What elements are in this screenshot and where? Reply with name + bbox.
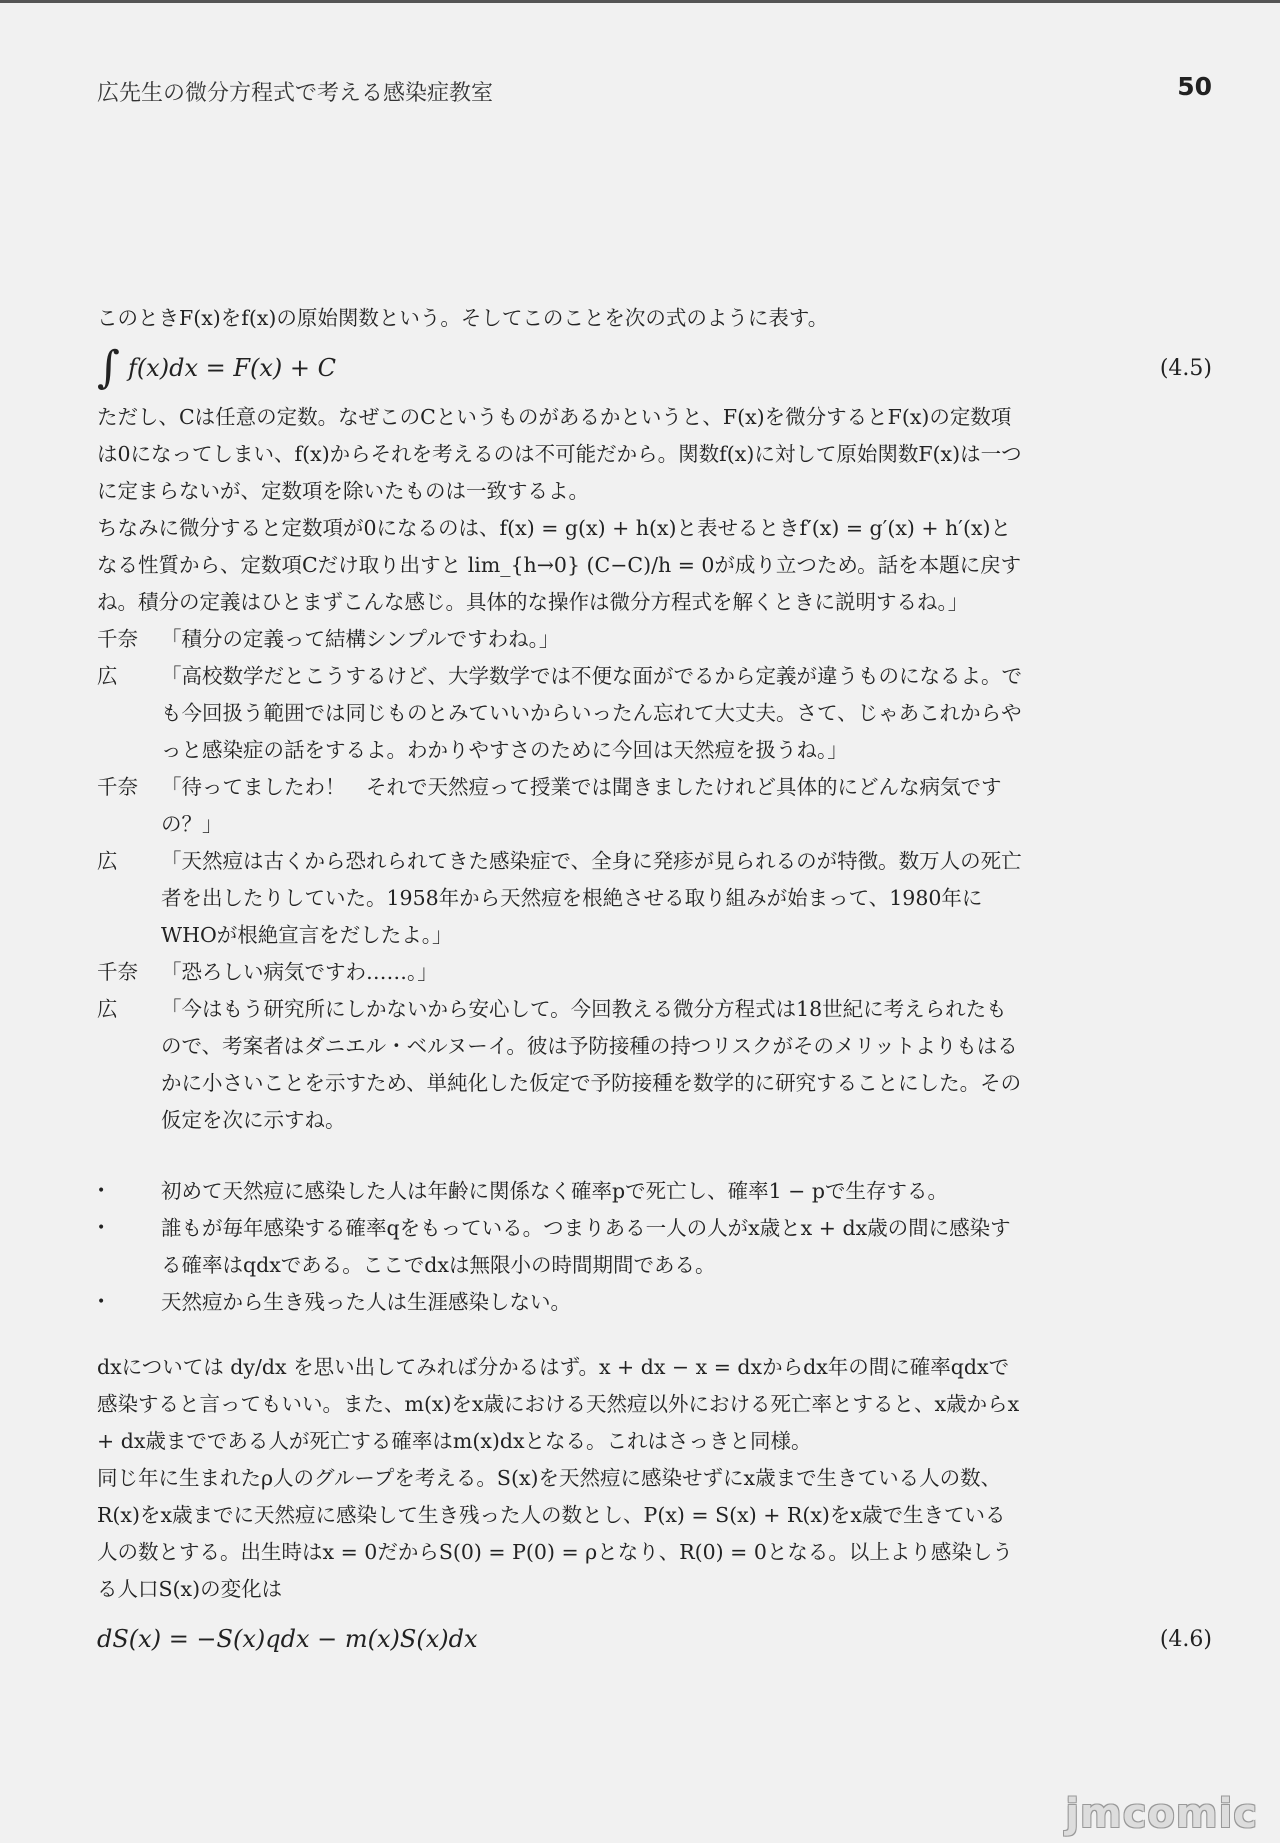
speech-text: 「天然痘は古くから恐れられてきた感染症で、全身に発疹が見られるのが特徴。数万人の死亡者を出したりしていた。1958年から天然痘を根絶させる取り組みが始まって、1980年にWHOが根絶宣言をだしたよ。」 bbox=[161, 849, 1022, 947]
list-item: • 天然痘から生き残った人は生涯感染しない。 bbox=[97, 1284, 1022, 1321]
integral-symbol: ∫ bbox=[97, 342, 120, 393]
equation-4-6 bbox=[97, 1608, 1212, 1670]
equation-number: (4.5) bbox=[1159, 355, 1212, 381]
speech-text: 「恐ろしい病気ですわ……。」 bbox=[161, 960, 438, 984]
speaker-name: 千奈 bbox=[97, 775, 138, 799]
assumption-list bbox=[97, 1173, 1022, 1321]
speaker-name: 広 bbox=[97, 664, 118, 688]
speaker-name: 広 bbox=[97, 849, 118, 873]
list-item: • 誰もが毎年感染する確率qをもっている。つまりある一人の人がx歳とx + dx歳の間に感染する確率はqdxである。ここでdxは無限小の時間期間である。 bbox=[97, 1210, 1022, 1284]
speech-text: 「高校数学だとこうするけど、大学数学では不便な面がでるから定義が違うものになるよ。でも今回扱う範囲では同じものとみていいからいったん忘れて大丈夫。さて、じゃあこれからやっと感染症の話をするよ。わかりやすさのために今回は天然痘を扱うね。」 bbox=[161, 664, 1022, 762]
paragraph: ただし、Cは任意の定数。なぜこのCというものがあるかというと、F(x)を微分するとF(x)の定数項は0になってしまい、f(x)からそれを考えるのは不可能だから。関数f(x)に対して原始関数F(x)は一つに定まらないが、定数項を除いたものは一致するよ。 bbox=[97, 405, 1022, 503]
speech-text: 「今はもう研究所にしかないから安心して。今回教える微分方程式は18世紀に考えられたもので、考案者はダニエル・ベルヌーイ。彼は予防接種の持つリスクがそのメリットよりもはるかに小さいことを示すため、単純化した仮定で予防接種を数学的に研究することにした。その仮定を次に示すね。 bbox=[161, 997, 1022, 1132]
equation-number: (4.6) bbox=[1159, 1626, 1212, 1652]
paragraph: ちなみに微分すると定数項が0になるのは、f(x) = g(x) + h(x)と表せるときf′(x) = g′(x) + h′(x)となる性質から、定数項Cだけ取り出すと lim_{h→0} (C−C)/h = 0が成り立つため。話を本題に戻すね。積分の定義はひとまずこんな感じ。具体的な操作は微分方程式を解くときに説明するね。」 bbox=[97, 516, 1022, 614]
list-item: • 初めて天然痘に感染した人は年齢に関係なく確率pで死亡し、確率1 − pで生存する。 bbox=[97, 1173, 1022, 1210]
page-number: 50 bbox=[1177, 72, 1212, 101]
document-body bbox=[97, 300, 1212, 1670]
dialog-line bbox=[97, 621, 1022, 658]
paragraph: 同じ年に生まれたρ人のグループを考える。S(x)を天然痘に感染せずにx歳まで生きている人の数、R(x)をx歳までに天然痘に感染して生き残った人の数とし、P(x) = S(x) + R(x)をx歳で生きている人の数とする。出生時はx = 0だからS(0) = P(0) = ρとなり、R(0) = 0となる。以上より感染しうる人口S(x)の変化は bbox=[97, 1466, 1013, 1601]
speaker-name: 広 bbox=[97, 997, 118, 1021]
equation-expression: f(x)dx = F(x) + C bbox=[127, 353, 336, 382]
running-header: 広先生の微分方程式で考える感染症教室 bbox=[97, 81, 494, 106]
speech-text: 「積分の定義って結構シンプルですわね。」 bbox=[161, 627, 560, 651]
dialog-line bbox=[97, 769, 1022, 843]
speech-text: 「待ってましたわ！ それで天然痘って授業では聞きましたけれど具体的にどんな病気ですの？」 bbox=[161, 775, 1002, 836]
dialog-line bbox=[97, 658, 1022, 769]
dialog-line bbox=[97, 991, 1022, 1139]
speaker-name: 千奈 bbox=[97, 960, 138, 984]
equation-4-5 bbox=[97, 337, 1212, 399]
watermark-logo: jmcomic bbox=[1065, 1791, 1258, 1837]
paragraph: dxについては dy/dx を思い出してみれば分かるはず。x + dx − x = dxからdx年の間に確率qdxで感染すると言ってもいい。また、m(x)をx歳における天然痘以外における死亡率とすると、x歳からx + dx歳までである人が死亡する確率はm(x)dxとなる。これはさっきと同様。 bbox=[97, 1355, 1020, 1453]
equation-expression: dS(x) = −S(x)qdx − m(x)S(x)dx bbox=[97, 1624, 478, 1653]
dialog-line bbox=[97, 843, 1022, 954]
paragraph: このときF(x)をf(x)の原始関数という。そしてこのことを次の式のように表す。 bbox=[97, 306, 829, 330]
dialog-line bbox=[97, 954, 1022, 991]
speaker-name: 千奈 bbox=[97, 627, 138, 651]
